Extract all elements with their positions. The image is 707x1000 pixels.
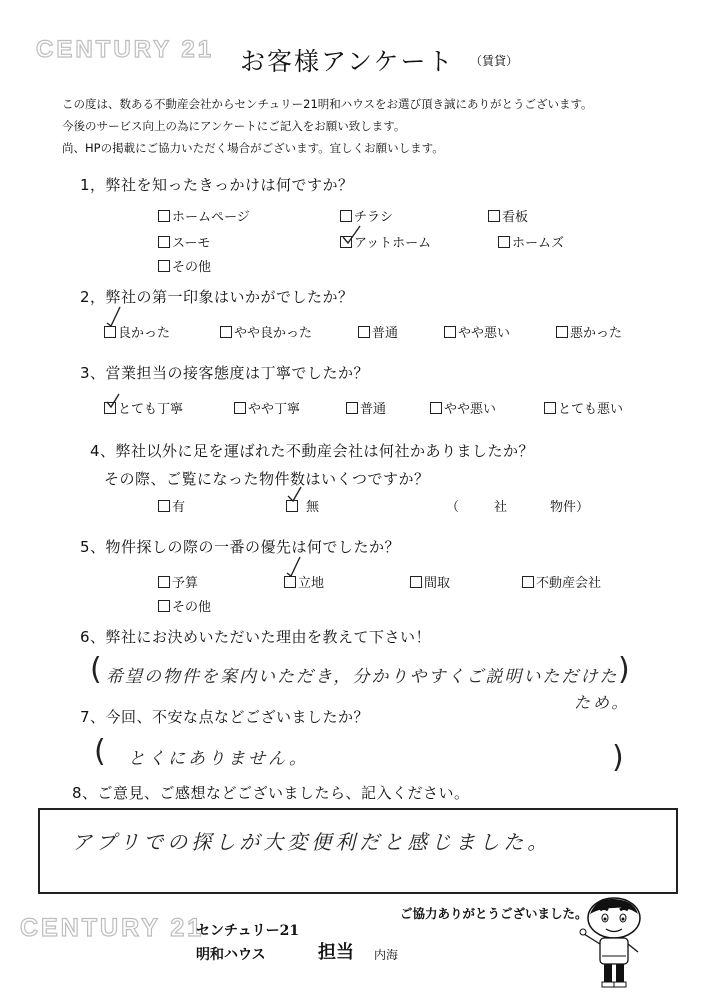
checkbox[interactable] xyxy=(358,326,370,338)
checkbox[interactable] xyxy=(158,236,170,248)
q2-option-bad[interactable]: 悪かった xyxy=(556,322,622,341)
survey-title-sub: （賃貸） xyxy=(470,54,519,68)
checkbox[interactable] xyxy=(158,500,170,512)
checkbox[interactable] xyxy=(340,210,352,222)
checkbox[interactable] xyxy=(430,402,442,414)
question-1: 1，弊社を知ったきっかけは何ですか？ xyxy=(80,176,354,194)
q7-answer: とくにありません。 xyxy=(128,749,310,769)
question-5: 5、物件探しの際の一番の優先は何でしたか？ xyxy=(80,538,401,556)
question-7: 7、今回、不安な点などございましたか？ xyxy=(80,708,370,726)
q5-option-other[interactable]: その他 xyxy=(158,596,211,615)
q3-option-normal[interactable]: 普通 xyxy=(346,398,386,417)
q1-option-athome[interactable]: アットホーム xyxy=(340,232,431,251)
q7-paren-open: ( xyxy=(94,734,106,769)
q4-paren-open: （ xyxy=(446,500,460,515)
q5-option-location[interactable]: 立地 xyxy=(284,572,324,591)
q6-answer-cont: ため。 xyxy=(574,693,631,712)
checkbox-checked[interactable] xyxy=(284,576,296,588)
q3-option-very-polite[interactable]: とても丁寧 xyxy=(104,398,183,417)
survey-title: お客様アンケート xyxy=(240,47,455,76)
q3-option-fairly-bad[interactable]: やや悪い xyxy=(430,398,496,417)
checkbox[interactable] xyxy=(522,576,534,588)
q2-option-good[interactable]: 良かった xyxy=(104,322,170,341)
q7-paren-close: ) xyxy=(612,740,624,775)
checkbox[interactable] xyxy=(556,326,568,338)
q4-unit-property: 物件） xyxy=(550,500,590,515)
checkbox[interactable] xyxy=(158,210,170,222)
checkbox[interactable] xyxy=(346,402,358,414)
q5-option-company[interactable]: 不動産会社 xyxy=(522,572,601,591)
thanks-message: ご協力ありがとうございました。 xyxy=(400,906,588,921)
checkbox[interactable] xyxy=(498,236,510,248)
q1-option-other[interactable]: その他 xyxy=(158,256,211,275)
q6-paren-open: ( xyxy=(90,652,102,687)
checkbox[interactable] xyxy=(544,402,556,414)
checkmark-icon xyxy=(104,392,126,412)
q1-option-flyer[interactable]: チラシ xyxy=(340,206,393,225)
q1-option-homes[interactable]: ホームズ xyxy=(498,232,564,251)
checkbox[interactable] xyxy=(220,326,232,338)
q5-option-layout[interactable]: 間取 xyxy=(410,572,450,591)
checkbox[interactable] xyxy=(410,576,422,588)
q6-answer: 希望の物件を案内いただき，分かりやすくご説明いただけた xyxy=(106,667,619,687)
century21-logo-footer: CENTURY 21 xyxy=(20,914,205,942)
checkbox[interactable] xyxy=(158,260,170,272)
checkmark-icon xyxy=(340,225,362,245)
company-name-line-2: 明和ハウス xyxy=(196,947,266,963)
question-3: 3、営業担当の接客態度は丁寧でしたか？ xyxy=(80,364,370,382)
q4-option-no[interactable]: 無 xyxy=(286,496,319,515)
q1-option-signboard[interactable]: 看板 xyxy=(488,206,528,225)
checkbox[interactable] xyxy=(158,600,170,612)
intro-line-1: この度は、数ある不動産会社からセンチュリー21明和ハウスをお選び頂き誠にありがとうございます。 xyxy=(62,97,593,111)
q6-paren-close: ) xyxy=(618,652,630,687)
question-4-sub: その際、ご覧になった物件数はいくつですか？ xyxy=(104,470,430,488)
checkmark-icon xyxy=(285,486,307,506)
staff-name: 内海 xyxy=(374,948,399,962)
q2-option-normal[interactable]: 普通 xyxy=(358,322,398,341)
question-8: 8、ご意見、ご感想などございましたら、記入ください。 xyxy=(72,784,470,802)
q2-option-fairly-good[interactable]: やや良かった xyxy=(220,322,312,341)
century21-logo-header: CENTURY 21 xyxy=(36,36,215,63)
staff-label: 担当 xyxy=(318,942,354,963)
intro-line-3: 尚、HPの掲載にご協力いただく場合がございます。宜しくお願いします。 xyxy=(62,141,444,155)
question-2: 2，弊社の第一印象はいかがでしたか？ xyxy=(80,288,354,306)
q8-answer: アプリでの探しが大変便利だと感じました。 xyxy=(72,830,552,854)
checkbox[interactable] xyxy=(234,402,246,414)
intro-line-2: 今後のサービス向上の為にアンケートにご記入をお願い致します。 xyxy=(62,119,406,133)
question-4: 4、弊社以外に足を運ばれた不動産会社は何社かありましたか？ xyxy=(90,442,535,460)
cartoon-character-icon xyxy=(576,896,646,996)
q1-option-homepage[interactable]: ホームページ xyxy=(158,206,250,225)
checkmark-icon xyxy=(104,306,126,326)
q3-option-fairly-polite[interactable]: やや丁寧 xyxy=(234,398,300,417)
q2-option-fairly-bad[interactable]: やや悪い xyxy=(444,322,510,341)
checkbox[interactable] xyxy=(444,326,456,338)
q3-option-very-bad[interactable]: とても悪い xyxy=(544,398,623,417)
checkmark-icon xyxy=(284,556,306,576)
q5-option-budget[interactable]: 予算 xyxy=(158,572,198,591)
checkbox-checked[interactable] xyxy=(104,326,116,338)
q1-option-suumo[interactable]: スーモ xyxy=(158,232,210,251)
checkbox[interactable] xyxy=(488,210,500,222)
q4-unit-company: 社 xyxy=(494,500,508,515)
question-6: 6、弊社にお決めいただいた理由を教えて下さい！ xyxy=(80,628,432,646)
checkbox[interactable] xyxy=(158,576,170,588)
q4-option-yes[interactable]: 有 xyxy=(158,496,185,515)
company-name-line-1: センチュリー21 xyxy=(196,923,300,939)
